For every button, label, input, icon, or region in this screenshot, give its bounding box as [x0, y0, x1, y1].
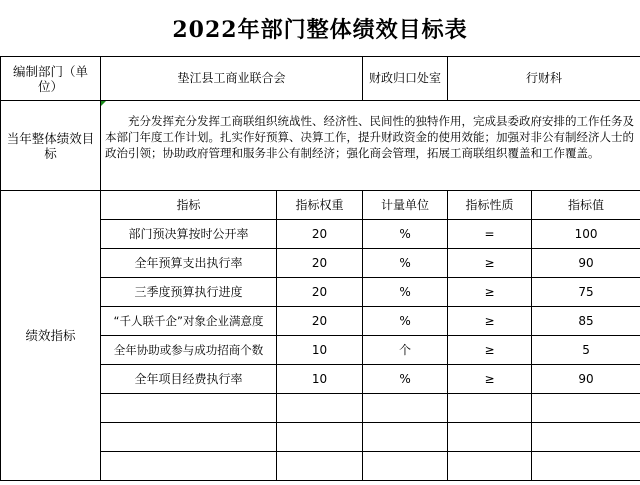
indicator-value: 5 [532, 336, 640, 365]
office-value: 行财科 [448, 57, 640, 101]
cell-comment-marker-icon [101, 101, 106, 106]
dept-label: 编制部门（单位） [1, 57, 101, 101]
indicator-name: 全年协助或参与成功招商个数 [101, 336, 277, 365]
sheet-title: 2022年部门整体绩效目标表 [172, 16, 468, 43]
empty-cell [363, 423, 448, 452]
indicator-nature: ≥ [448, 336, 532, 365]
empty-cell [101, 394, 277, 423]
indicator-unit: % [363, 249, 448, 278]
column-header: 指标权重 [277, 191, 363, 220]
empty-cell [363, 394, 448, 423]
column-header: 指标值 [532, 191, 640, 220]
dept-value: 垫江县工商业联合会 [101, 57, 363, 101]
empty-cell [532, 394, 640, 423]
indicator-nature: ≥ [448, 278, 532, 307]
indicator-value: 85 [532, 307, 640, 336]
indicator-unit: % [363, 307, 448, 336]
indicator-name: 全年预算支出执行率 [101, 249, 277, 278]
goal-label: 当年整体绩效目标 [1, 101, 101, 191]
header-row [1, 57, 640, 101]
indicator-value: 90 [532, 249, 640, 278]
target-table [0, 56, 640, 481]
indicator-header-row [1, 191, 640, 220]
indicator-name: 全年项目经费执行率 [101, 365, 277, 394]
empty-cell [448, 452, 532, 481]
indicator-unit: 个 [363, 336, 448, 365]
column-header: 指标性质 [448, 191, 532, 220]
indicator-weight: 10 [277, 336, 363, 365]
indicator-nature: ≥ [448, 365, 532, 394]
indicator-weight: 20 [277, 307, 363, 336]
column-header: 计量单位 [363, 191, 448, 220]
office-label: 财政归口处室 [363, 57, 448, 101]
empty-cell [277, 423, 363, 452]
indicator-name: “千人联千企”对象企业满意度 [101, 307, 277, 336]
indicator-nature: ≥ [448, 249, 532, 278]
indicator-nature: = [448, 220, 532, 249]
empty-cell [277, 452, 363, 481]
indicator-nature: ≥ [448, 307, 532, 336]
indicator-value: 90 [532, 365, 640, 394]
goal-text-cell [101, 101, 640, 191]
indicator-weight: 20 [277, 220, 363, 249]
indicator-unit: % [363, 278, 448, 307]
empty-cell [101, 423, 277, 452]
empty-cell [101, 452, 277, 481]
indicator-value: 75 [532, 278, 640, 307]
goal-text: 充分发挥充分发挥工商联组织统战性、经济性、民间性的独特作用，完成县委政府安排的工作任务及本部门年度工作计划。扎实作好预算、决算工作，提升财政资金的使用效能；加强对非公有制经济人士的政治引领；协助政府管理和服务非公有制经济；强化商会管理，拓展工商联组织覆盖和工作覆盖。 [105, 114, 634, 160]
empty-cell [448, 423, 532, 452]
indicator-name: 三季度预算执行进度 [101, 278, 277, 307]
empty-cell [363, 452, 448, 481]
empty-cell [277, 394, 363, 423]
indicator-name: 部门预决算按时公开率 [101, 220, 277, 249]
indicator-weight: 10 [277, 365, 363, 394]
empty-cell [448, 394, 532, 423]
indicator-unit: % [363, 220, 448, 249]
indicator-weight: 20 [277, 278, 363, 307]
column-header: 指标 [101, 191, 277, 220]
indicator-weight: 20 [277, 249, 363, 278]
empty-cell [532, 423, 640, 452]
indicator-value: 100 [532, 220, 640, 249]
goal-row [1, 101, 640, 191]
empty-cell [532, 452, 640, 481]
indicators-label: 绩效指标 [1, 191, 101, 481]
indicator-unit: % [363, 365, 448, 394]
